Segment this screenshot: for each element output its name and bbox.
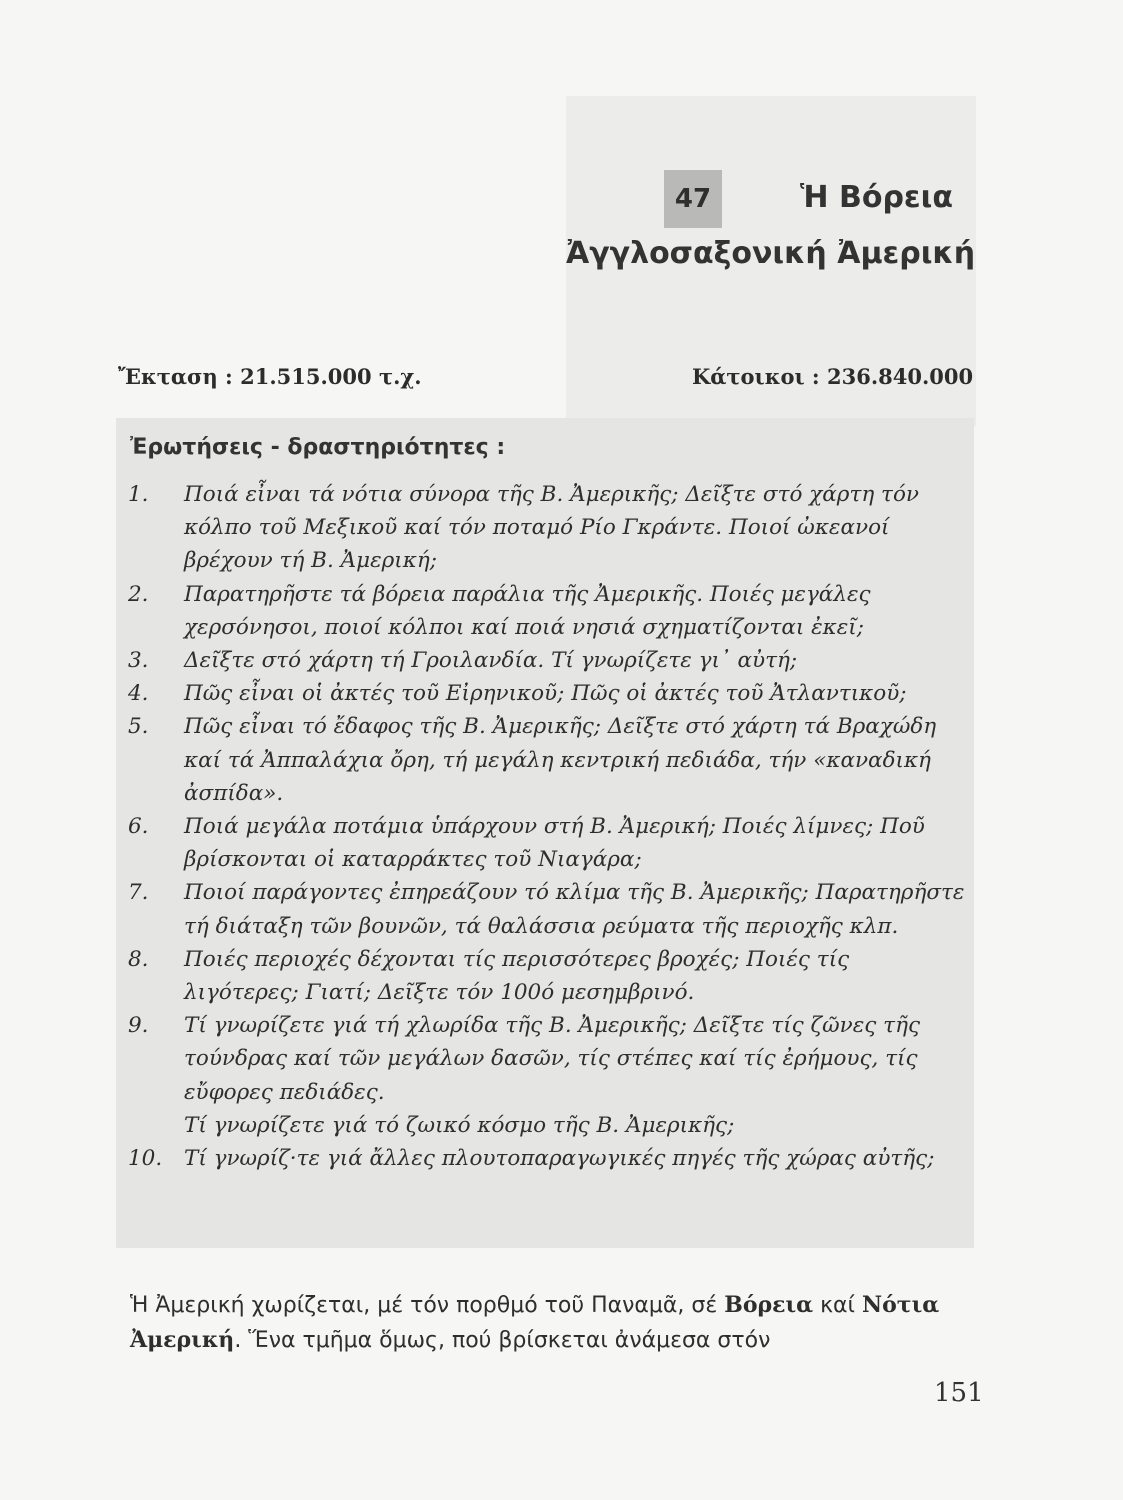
questions-heading: Ἐρωτήσεις - δραστηριότητες : xyxy=(130,435,506,460)
question-text: Πῶς εἶναι οἱ ἀκτές τοῦ Εἰρηνικοῦ; Πῶς οἱ ἀκτές τοῦ Ἀτλαντικοῦ; xyxy=(184,681,907,707)
question-item xyxy=(128,943,968,1009)
question-text: Ποιοί παράγοντες ἐπηρεάζουν τό κλίμα τῆς Β. Ἀμερικῆς; Παρατηρῆστε τή διάταξη τῶν βουνῶν, τά θαλάσσια ρεύματα τῆς περιοχῆς κλπ. xyxy=(184,880,965,939)
question-item xyxy=(128,710,968,810)
paragraph-text-2: καί xyxy=(813,1293,862,1318)
paragraph-text-3: . Ἕνα τμῆμα ὅμως, πού βρίσκεται ἀνάμεσα στόν xyxy=(234,1328,771,1353)
question-text: Ποιά εἶναι τά νότια σύνορα τῆς Β. Ἀμερικῆς; Δεῖξτε στό χάρτη τόν κόλπο τοῦ Μεξικοῦ καί τόν ποταμό Ρίο Γκράντε. Ποιοί ὠκεανοί βρέχουν τή Β. Ἀμερική; xyxy=(184,482,919,574)
question-number: 2. xyxy=(128,581,149,607)
intro-paragraph xyxy=(130,1288,975,1358)
question-number: 3. xyxy=(128,648,149,674)
question-text: Ποιά μεγάλα ποτάμια ὑπάρχουν στή Β. Ἀμερική; Ποιές λίμνες; Ποῦ βρίσκονται οἱ καταρράκτες τοῦ Νιαγάρα; xyxy=(184,814,925,873)
chapter-title-line1: Ἡ Βόρεια xyxy=(800,180,953,215)
paragraph-text-1: Ἡ Ἀμερική χωρίζεται, μέ τόν πορθμό τοῦ Παναμᾶ, σέ xyxy=(130,1293,725,1318)
question-text: Ποιές περιοχές δέχονται τίς περισσότερες βροχές; Ποιές τίς λιγότερες; Γιατί; Δεῖξτε τόν 100ό μεσημβρινό. xyxy=(184,946,850,1006)
question-item xyxy=(128,677,968,710)
question-number: 8. xyxy=(128,946,149,972)
question-text: Παρατηρῆστε τά βόρεια παράλια τῆς Ἀμερικῆς. Ποιές μεγάλες χερσόνησοι, ποιοί κόλποι καί ποιά νησιά σχηματίζονται ἐκεῖ; xyxy=(184,581,871,640)
question-text: Τί γνωρίζετε γιά τή χλωρίδα τῆς Β. Ἀμερικῆς; Δεῖξτε τίς ζῶνες τῆς τούνδρας καί τῶν μεγάλων δασῶν, τίς στέπες καί τίς ἐρήμους, τίς εὔφορες πεδιάδες. xyxy=(184,1013,920,1105)
question-item xyxy=(128,578,968,644)
question-text: Πῶς εἶναι τό ἔδαφος τῆς Β. Ἀμερικῆς; Δεῖξτε στό χάρτη τά Βραχώδη καί τά Ἀππαλάχια ὄρη, τή μεγάλη κεντρική πεδιάδα, τήν «καναδική ἀσπίδα». xyxy=(184,714,937,806)
question-number: 1. xyxy=(128,482,149,507)
question-item xyxy=(128,478,968,578)
population-stat: Κάτοικοι : 236.840.000 xyxy=(692,364,974,389)
area-stat: Ἔκταση : 21.515.000 τ.χ. xyxy=(118,364,422,389)
question-number: 9. xyxy=(128,1013,149,1039)
question-number: 6. xyxy=(128,814,149,840)
question-number: 10. xyxy=(128,1146,163,1172)
question-item xyxy=(128,1142,968,1175)
question-item xyxy=(128,1109,968,1142)
question-text: Δεῖξτε στό χάρτη τή Γροιλανδία. Τί γνωρίζετε γι᾿ αὐτή; xyxy=(184,648,798,674)
question-number xyxy=(128,1109,184,1142)
question-item xyxy=(128,810,968,876)
question-number: 7. xyxy=(128,880,149,906)
questions-list xyxy=(128,478,968,1175)
paragraph-bold-1: Βόρεια xyxy=(724,1292,814,1318)
question-text: Τί γνωρίζ·τε γιά ἄλλες πλουτοπαραγωγικές πηγές τῆς χώρας αὐτῆς; xyxy=(184,1146,935,1172)
question-text: Τί γνωρίζετε γιά τό ζωικό κόσμο τῆς Β. Ἀμερικῆς; xyxy=(184,1112,735,1138)
paragraph-bold-2: Νότια Ἀμερική xyxy=(130,1292,940,1353)
question-item xyxy=(128,1009,968,1109)
chapter-number-badge: 47 xyxy=(664,170,722,228)
page-number: 151 xyxy=(934,1378,984,1408)
question-number: 4. xyxy=(128,681,149,707)
question-number: 5. xyxy=(128,714,149,740)
chapter-title-line2: Ἀγγλοσαξονική Ἀμερική xyxy=(566,236,976,271)
question-item xyxy=(128,876,968,942)
question-item xyxy=(128,644,968,677)
